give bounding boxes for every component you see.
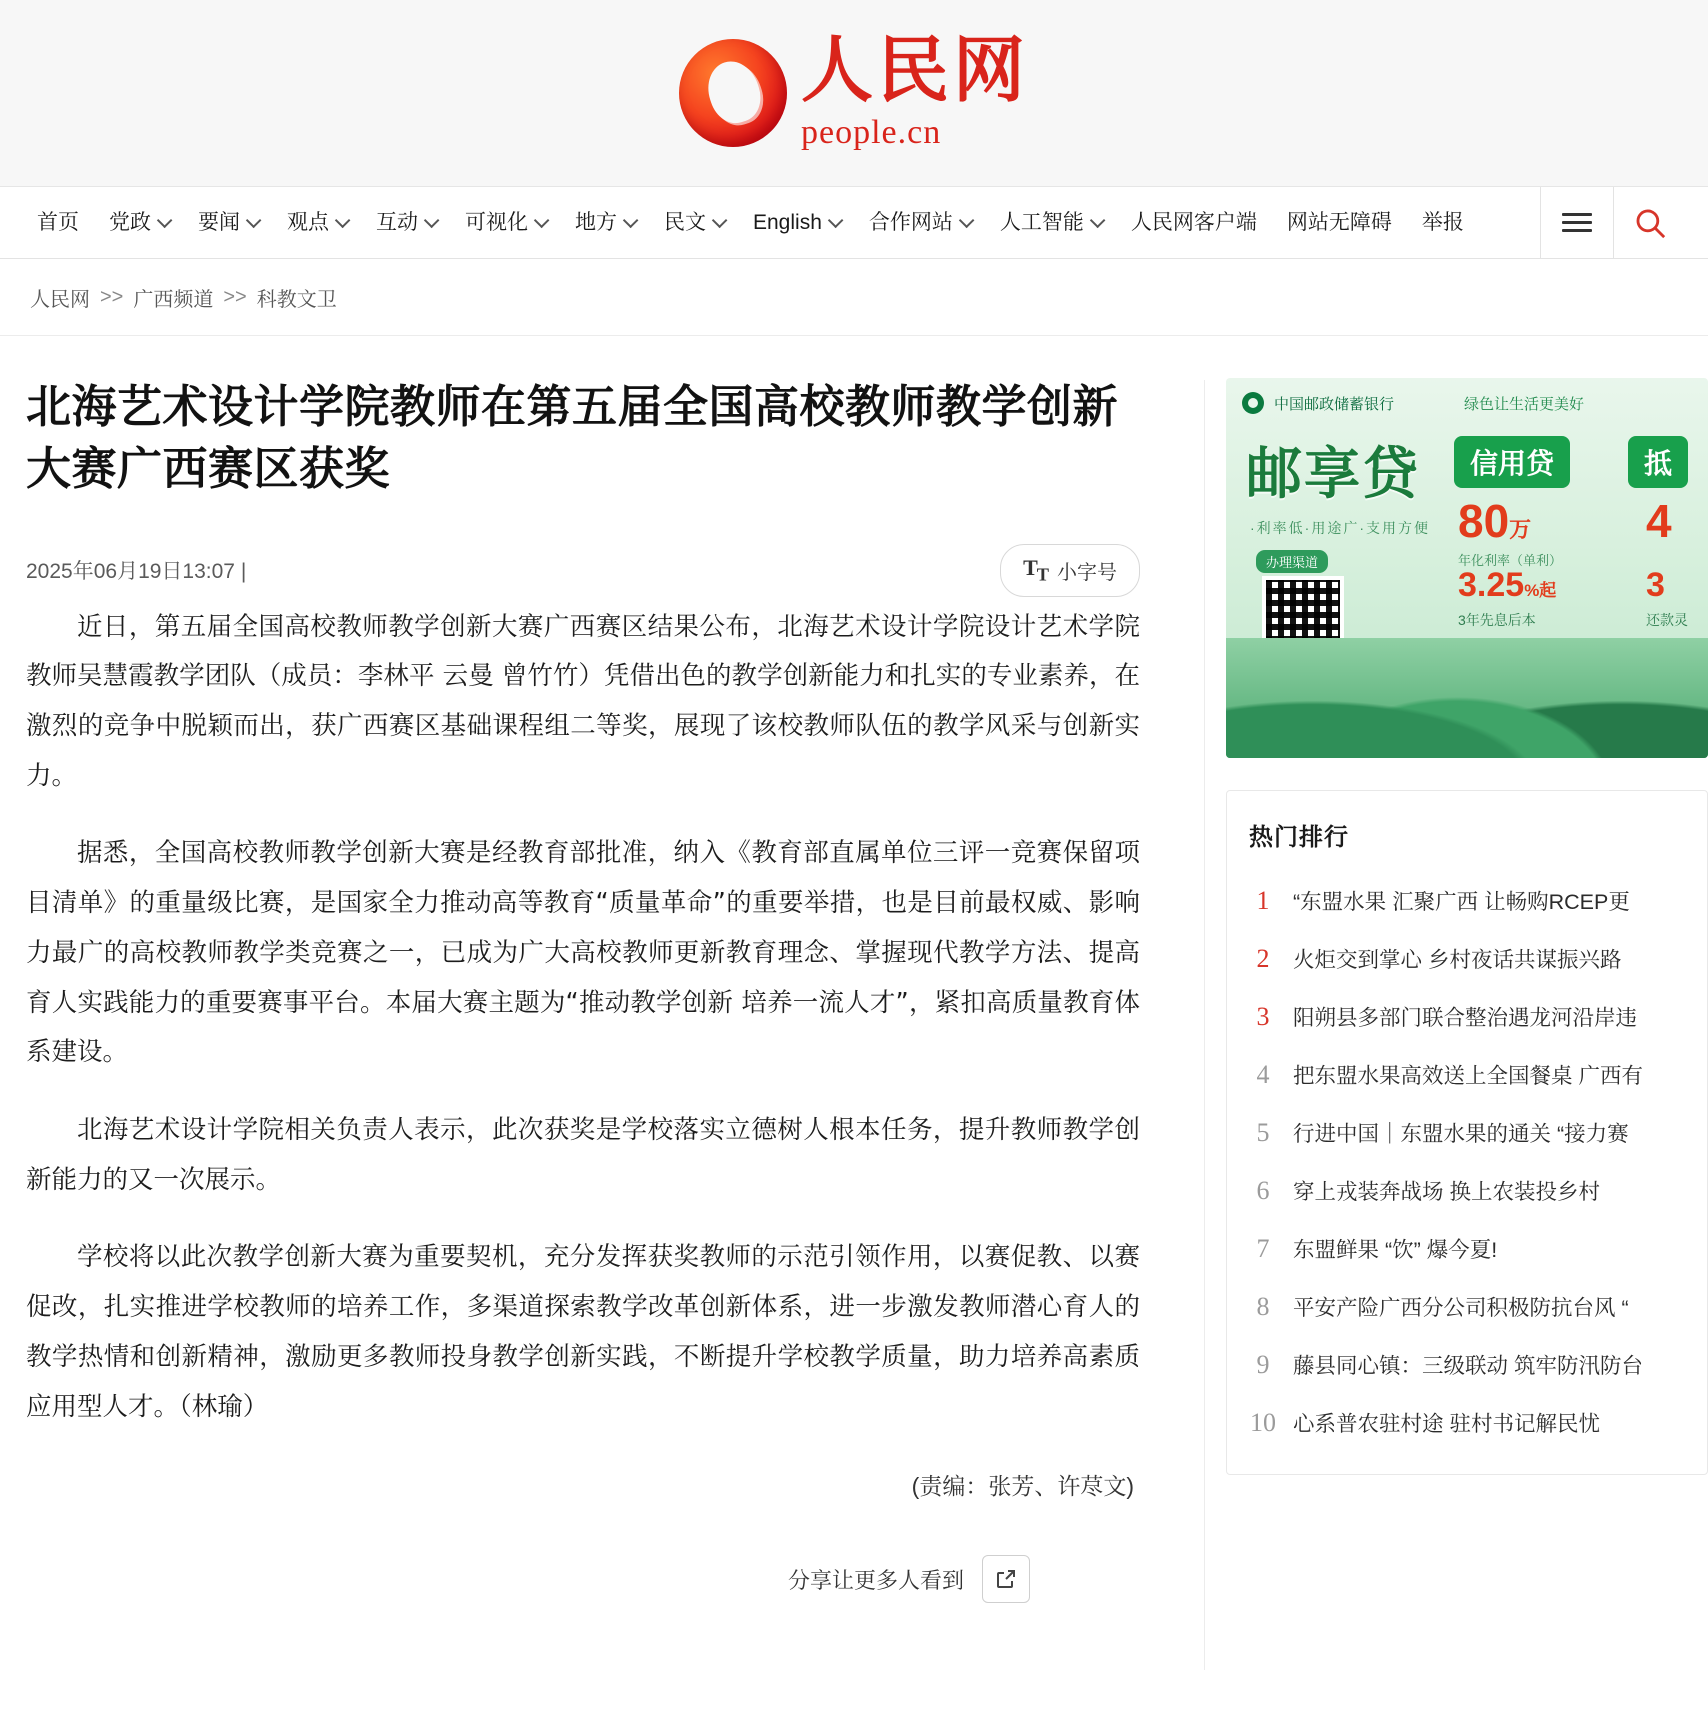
nav-item-yaowen[interactable] (183, 187, 272, 259)
rank-number: 6 (1256, 1175, 1270, 1205)
ad-rate-unit: %起 (1524, 581, 1557, 600)
article-date-text: 2025年06月19日13:07 (26, 560, 235, 584)
rank-headline[interactable]: 平安产险广西分公司积极防抗台风 “ (1293, 1296, 1629, 1320)
article-paragraph: 据悉，全国高校教师教学创新大赛是经教育部批准，纳入《教育部直属单位三评一竞赛保留项目清单》的重量级比赛，是国家全力推动高等教育“质量革命”的重要举措，也是目前最权威、影响力最广的高校教师教学类竞赛之一，已成为广大高校教师更新教育理念、掌握现代教学方法、提高育人实践能力的重要赛事平台。本届大赛主题为“推动教学创新 培养一流人才”，紧扣高质量教育体系建设。 (26, 838, 1140, 1068)
nav-item-label: 民文 (664, 210, 706, 234)
ad-badge-credit: 信用贷 (1454, 436, 1570, 488)
list-item[interactable] (1249, 872, 1685, 930)
rank-headline[interactable]: 心系普农驻村途 驻村书记解民忧 (1293, 1412, 1600, 1436)
nav-item-app[interactable] (1116, 187, 1272, 259)
article-body (26, 603, 1140, 1433)
nav-item-label: 举报 (1421, 210, 1464, 234)
page-title: 北海艺术设计学院教师在第五届全国高校教师教学创新大赛广西赛区获奖 (26, 380, 1119, 496)
ad-bank-slogan: 绿色让生活更美好 (1464, 395, 1585, 413)
nav-item-guandian[interactable] (272, 187, 361, 259)
list-item[interactable] (1249, 988, 1685, 1046)
nav-item-label: 地方 (575, 210, 617, 234)
nav-item-label: 合作网站 (868, 210, 953, 234)
hamburger-lines (1562, 208, 1592, 237)
page-body (0, 336, 1708, 1603)
nav-item-label: English (753, 210, 822, 234)
ad-amount-unit: 万 (1509, 517, 1532, 542)
rank-headline[interactable]: 火炬交到掌心 乡村夜话共谋振兴路 (1293, 948, 1622, 972)
advertisement-banner[interactable] (1226, 378, 1708, 758)
ad-amount-primary (1458, 494, 1531, 548)
nav-item-list (22, 187, 1540, 259)
nav-item-label: 首页 (37, 210, 79, 234)
share-row (26, 1555, 1140, 1603)
editor-credit: (责编：张芳、许荩文) (911, 1473, 1134, 1500)
rank-headline[interactable]: 阳朔县多部门联合整治遇龙河沿岸违 (1293, 1006, 1638, 1030)
list-item[interactable] (1249, 1220, 1685, 1278)
ad-amount-secondary: 4 (1646, 495, 1672, 547)
bank-logo-icon (1242, 392, 1264, 414)
list-item[interactable] (1249, 1394, 1685, 1452)
rank-number: 8 (1256, 1291, 1270, 1321)
ad-rate-secondary: 3 (1646, 566, 1665, 604)
ad-badge-mortgage: 抵 (1628, 436, 1688, 488)
ad-bank-name: 中国邮政储蓄银行 (1274, 395, 1395, 413)
column-divider (1204, 380, 1205, 1670)
site-masthead (0, 0, 1708, 187)
nav-item-home[interactable] (22, 187, 94, 259)
rank-number: 5 (1256, 1117, 1270, 1147)
rank-number: 2 (1256, 943, 1270, 973)
sidebar-column (1200, 336, 1708, 1603)
nav-item-ai[interactable] (985, 187, 1116, 259)
rank-headline[interactable]: “东盟水果 汇聚广西 让畅购RCEP更 (1293, 890, 1630, 914)
font-size-button[interactable] (1000, 544, 1140, 596)
hamburger-menu-icon[interactable] (1541, 187, 1614, 259)
nav-item-label: 网站无障碍 (1286, 210, 1392, 234)
breadcrumb-separator: >> (223, 285, 247, 308)
chevron-down-icon (246, 213, 262, 229)
nav-item-hudong[interactable] (361, 187, 450, 259)
ad-rate-label: 年化利率（单利） (1458, 553, 1563, 568)
chevron-down-icon (712, 213, 728, 229)
chevron-down-icon (1090, 213, 1106, 229)
ad-rate-value: 3.25 (1458, 566, 1525, 604)
nav-item-partner-sites[interactable] (854, 187, 985, 259)
nav-actions (1540, 187, 1686, 259)
chevron-down-icon (534, 213, 550, 229)
font-size-label: 小字号 (1057, 561, 1117, 584)
people-cn-logo-icon (679, 39, 787, 147)
nav-item-label: 党政 (109, 210, 151, 234)
share-label: 分享让更多人看到 (787, 1567, 964, 1593)
rank-number: 1 (1256, 885, 1270, 915)
main-navigation (0, 187, 1708, 259)
chevron-down-icon (828, 213, 844, 229)
rank-headline[interactable]: 行进中国｜东盟水果的通关 “接力赛 (1293, 1122, 1629, 1146)
breadcrumb-item-guangxi[interactable]: 广西频道 (133, 288, 214, 311)
search-icon[interactable] (1614, 187, 1686, 259)
list-item[interactable] (1249, 1278, 1685, 1336)
article-date (26, 555, 246, 585)
list-item[interactable] (1249, 1336, 1685, 1394)
rank-headline[interactable]: 东盟鲜果 “饮” 爆今夏! (1293, 1238, 1498, 1262)
article-column (0, 336, 1200, 1603)
list-item[interactable] (1249, 1162, 1685, 1220)
nav-item-keshihua[interactable] (450, 187, 560, 259)
ad-note-secondary: 还款灵 (1646, 612, 1688, 628)
nav-item-accessibility[interactable] (1272, 187, 1407, 259)
article-paragraph: 近日，第五届全国高校教师教学创新大赛广西赛区结果公布，北海艺术设计学院设计艺术学院教师吴慧霞教学团队（成员：李林平 云曼 曾竹竹）凭借出色的教学创新能力和扎实的专业素养，在激烈的竞争中脱颖而出，获广西赛区基础课程组二等奖，展现了该校教师队伍的教学风采与创新实力。 (26, 611, 1140, 791)
list-item[interactable] (1249, 930, 1685, 988)
breadcrumb-item-category[interactable]: 科教文卫 (256, 288, 337, 311)
nav-item-minwen[interactable] (649, 187, 738, 259)
nav-item-label: 要闻 (198, 210, 240, 234)
rank-headline[interactable]: 穿上戎装奔战场 换上农装投乡村 (1293, 1180, 1600, 1204)
logo-text-block (800, 28, 1029, 152)
hot-ranking-panel (1226, 790, 1708, 1475)
ad-subtitle: ·利率低·用途广·支用方便 (1250, 520, 1430, 536)
rank-number: 9 (1256, 1349, 1270, 1379)
ad-rate-primary (1458, 566, 1556, 605)
chevron-down-icon (959, 213, 975, 229)
list-item[interactable] (1249, 1104, 1685, 1162)
breadcrumb-separator: >> (100, 285, 124, 308)
ad-note-primary: 3年先息后本 (1458, 612, 1536, 628)
breadcrumb-item-people[interactable]: 人民网 (30, 288, 90, 311)
rank-number: 7 (1256, 1233, 1270, 1263)
chevron-down-icon (335, 213, 351, 229)
chevron-down-icon (623, 213, 639, 229)
logo-title-en: people.cn (800, 114, 942, 151)
breadcrumb (0, 259, 1708, 336)
rank-headline[interactable]: 把东盟水果高效送上全国餐桌 广西有 (1293, 1064, 1643, 1088)
chevron-down-icon (157, 213, 173, 229)
nav-item-label: 互动 (376, 210, 418, 234)
nav-item-label: 观点 (287, 210, 329, 234)
article-paragraph: 北海艺术设计学院相关负责人表示，此次获奖是学校落实立德树人根本任务，提升教师教学创新能力的又一次展示。 (26, 1115, 1140, 1195)
ad-qr-label: 办理渠道 (1256, 550, 1328, 573)
rank-number: 4 (1256, 1059, 1270, 1089)
share-external-link-icon[interactable] (982, 1555, 1030, 1603)
chevron-down-icon (424, 213, 440, 229)
nav-item-report[interactable] (1407, 187, 1479, 259)
rank-headline[interactable]: 藤县同心镇：三级联动 筑牢防汛防台 (1293, 1354, 1643, 1378)
nav-item-label: 人民网客户端 (1130, 210, 1257, 234)
site-logo[interactable] (679, 28, 1029, 152)
article-date-divider: | (240, 560, 247, 584)
hot-ranking-title: 热门排行 (1249, 824, 1349, 851)
text-size-icon: $T_T$ (1023, 555, 1048, 585)
article-meta-row (26, 544, 1140, 602)
rank-number: 3 (1256, 1001, 1270, 1031)
rank-number: 10 (1250, 1407, 1276, 1437)
nav-item-label: 可视化 (465, 210, 528, 234)
article-paragraph: 学校将以此次教学创新大赛为重要契机，充分发挥获奖教师的示范引领作用，以赛促教、以赛促改，扎实推进学校教师的培养工作，多渠道探索教学改革创新体系，进一步激发教师潜心育人的教学热情和创新精神，激励更多教师投身教学创新实践，不断提升学校教学质量，助力培养高素质应用型人才。（林瑜） (26, 1242, 1140, 1422)
ad-amount-value: 80 (1458, 495, 1510, 547)
nav-item-label: 人工智能 (999, 210, 1084, 234)
nav-item-difang[interactable] (560, 187, 649, 259)
ad-bank-row (1226, 378, 1708, 414)
ad-decorative-mountains (1226, 638, 1708, 758)
logo-title-cn: 人民网 (800, 28, 1029, 112)
ad-title: 邮享贷 (1246, 442, 1420, 507)
list-item[interactable] (1249, 1046, 1685, 1104)
nav-item-english[interactable] (738, 187, 854, 259)
nav-item-dangzheng[interactable] (94, 187, 183, 259)
